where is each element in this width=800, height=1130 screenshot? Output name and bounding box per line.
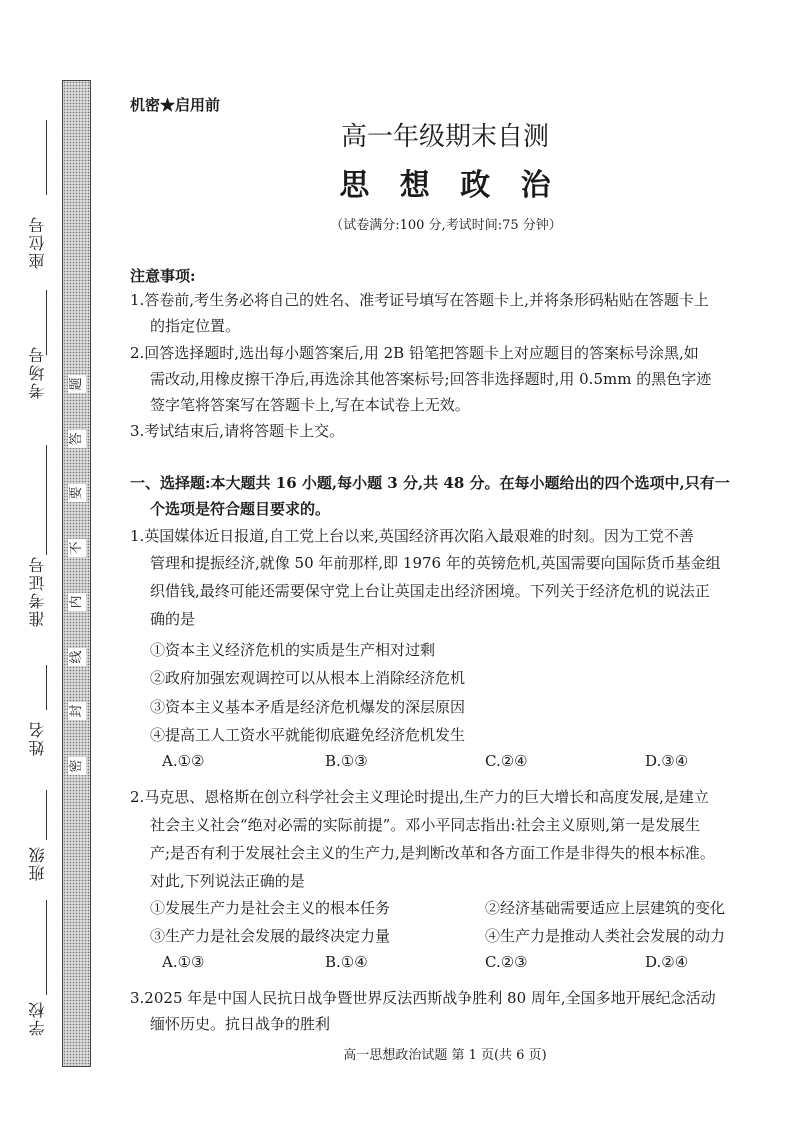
question-1-item: ①资本主义经济危机的实质是生产相对过剩 <box>150 641 436 659</box>
question-1-stem: 1.英国媒体近日报道,自工党上台以来,英国经济再次陷入最艰难的时刻。因为工党不善 <box>130 527 694 545</box>
seal-char: 密 <box>68 757 86 775</box>
option-b[interactable]: B.①③ <box>325 752 368 770</box>
notice-line: 1.答卷前,考生务必将自己的姓名、准考证号填写在答题卡上,并将条形码粘贴在答题卡上 <box>130 291 709 309</box>
subject-title: 思 想 政 治 <box>339 168 561 203</box>
field-label: 姓名 <box>28 720 47 756</box>
fill-line <box>46 445 47 555</box>
question-1-options <box>0 752 800 778</box>
page-footer: 高一思想政治试题 第 1 页(共 6 页) <box>343 1048 547 1063</box>
binding-seal-text <box>62 375 91 775</box>
notice-line: 签字笔将答案写在答题卡上,写在本试卷上无效。 <box>150 396 470 414</box>
question-2-items-row <box>0 897 800 923</box>
field-label: 座位号 <box>28 215 47 269</box>
question-1-item: ③资本主义基本矛盾是经济危机爆发的深层原因 <box>150 698 466 716</box>
exam-title: 高一年级期末自测 <box>340 122 549 152</box>
seal-char: 题 <box>68 375 86 393</box>
section-heading: 个选项是符合题目要求的。 <box>150 500 331 518</box>
question-2-item: ②经济基础需要适应上层建筑的变化 <box>485 899 726 917</box>
question-2-item: ④生产力是推动人类社会发展的动力 <box>485 927 726 945</box>
option-a[interactable]: A.①② <box>162 752 205 770</box>
admission-number-field[interactable] <box>20 445 56 655</box>
option-d[interactable]: D.③④ <box>645 752 689 770</box>
option-c[interactable]: C.②④ <box>485 752 528 770</box>
fill-line <box>46 665 47 710</box>
seal-char: 线 <box>68 648 86 666</box>
class-field[interactable] <box>20 790 56 900</box>
question-3-stem: 缅怀历史。抗日战争的胜利 <box>150 1015 331 1033</box>
question-1-stem: 管理和提振经济,就像 50 年前那样,即 1976 年的英镑危机,英国需要向国际货币基金组 <box>150 554 721 572</box>
field-label: 学校 <box>28 1000 47 1036</box>
seal-char: 不 <box>68 539 86 557</box>
notice-line: 3.考试结束后,请将答题卡上交。 <box>130 422 345 440</box>
exam-room-field[interactable] <box>20 290 56 430</box>
question-2-stem: 社会主义社会“绝对必需的实际前提”。邓小平同志指出:社会主义原则,第一是发展生 <box>150 816 701 834</box>
question-1-stem: 确的是 <box>150 610 196 628</box>
question-1-item: ②政府加强宏观调控可以从根本上消除经济危机 <box>150 669 466 687</box>
question-2-item: ①发展生产力是社会主义的根本任务 <box>150 899 391 917</box>
confidential-label: 机密★启用前 <box>130 96 221 114</box>
notice-heading: 注意事项: <box>130 267 196 285</box>
section-heading: 一、选择题:本大题共 16 小题,每小题 3 分,共 48 分。在每小题给出的四个选项中,只有一 <box>130 474 730 492</box>
option-c[interactable]: C.②③ <box>485 953 528 971</box>
field-label: 准考证号 <box>28 555 47 627</box>
seal-char: 答 <box>68 430 86 448</box>
question-3-stem: 3.2025 年是中国人民抗日战争暨世界反法西斯战争胜利 80 周年,全国多地开展纪念活动 <box>130 989 716 1007</box>
field-label: 班级 <box>28 845 47 881</box>
seal-char: 要 <box>68 484 86 502</box>
notice-line: 2.回答选择题时,选出每小题答案后,用 2B 铅笔把答题卡上对应题目的答案标号涂黑,如 <box>130 344 699 362</box>
notice-line: 的指定位置。 <box>150 317 241 335</box>
option-a[interactable]: A.①③ <box>162 953 205 971</box>
exam-info: （试卷满分:100 分,考试时间:75 分钟） <box>330 218 562 233</box>
question-2-items-row <box>0 925 800 951</box>
question-1-stem: 织借钱,最终可能还需要保守党上台让英国走出经济困境。下列关于经济危机的说法正 <box>150 582 710 600</box>
seal-char: 内 <box>68 593 86 611</box>
question-2-stem: 对此,下列说法正确的是 <box>150 872 305 890</box>
question-2-stem: 2.马克思、恩格斯在创立科学社会主义理论时提出,生产力的巨大增长和高度发展,是建立 <box>130 788 709 806</box>
question-2-options <box>0 953 800 979</box>
question-2-item: ③生产力是社会发展的最终决定力量 <box>150 927 391 945</box>
seal-char: 封 <box>68 702 86 720</box>
option-b[interactable]: B.①④ <box>325 953 368 971</box>
fill-line <box>46 790 47 840</box>
notice-line: 需改动,用橡皮擦干净后,再选涂其他答案标号;回答非选择题时,用 0.5mm 的黑色字迹 <box>150 370 712 388</box>
field-label: 考场号 <box>28 345 47 399</box>
question-2-stem: 产;是否有利于发展社会主义的生产力,是判断改革和各方面工作是非得失的根本标准。 <box>150 844 715 862</box>
option-d[interactable]: D.②④ <box>645 953 689 971</box>
question-1-item: ④提高工人工资水平就能彻底避免经济危机发生 <box>150 726 466 744</box>
